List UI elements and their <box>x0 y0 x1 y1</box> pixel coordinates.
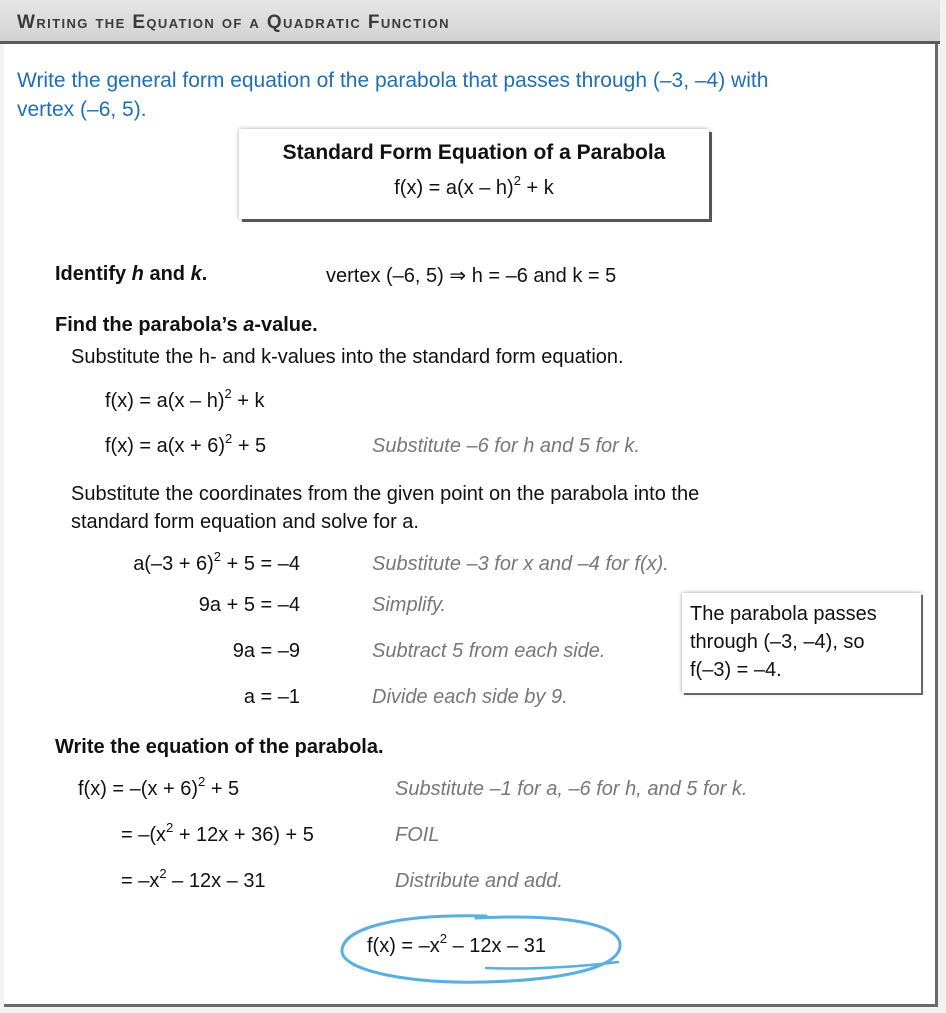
solve-step-2-note: Simplify. <box>372 594 447 616</box>
equation-substituted: $f(x) = a(x + 6)^2 + 5$ <box>105 431 267 457</box>
write-step-1: $f(x) = -(x + 6)^2 + 5$ <box>78 774 240 800</box>
section-title: Writing the Equation of a Quadratic Function <box>17 12 450 33</box>
equation-standard: f(x) = a(x – h)$^2$ + k <box>105 386 265 412</box>
find-a-instruction-2a: Substitute the coordinates from the given point on the parabola into the <box>71 483 700 505</box>
solve-step-1: $a(-3 + 6)^2 + 5 = -4$ <box>133 549 300 575</box>
standard-form-equation: f(x) = a(x – h)$^2$ + k <box>394 173 554 199</box>
solve-step-3-note: Subtract 5 from each side. <box>372 640 606 662</box>
problem-prompt <box>17 66 927 124</box>
write-step-1-note: Substitute –1 for a, –6 for h, and 5 for k. <box>395 778 748 800</box>
solve-step-4-note: Divide each side by 9. <box>372 686 568 708</box>
callout-line-1: The parabola passes <box>690 603 877 625</box>
equation-substituted-note: Substitute –6 for h and 5 for k. <box>372 435 640 457</box>
prompt-line-1: Write the general form equation of the parabola that passes through (–3, –4) with <box>17 69 769 92</box>
standard-form-title: Standard Form Equation of a Parabola <box>282 141 666 164</box>
write-step-3: = $-x^2 - 12x - 31$ <box>121 866 266 892</box>
final-answer: $f(x) = -x^2 - 12x - 31$ <box>367 931 546 957</box>
find-a-instruction-1: Substitute the h- and k-values into the standard form equation. <box>71 346 624 368</box>
solve-step-4: a = –1 <box>243 686 300 708</box>
identify-statement: vertex (–6, 5) ⇒ h = –6 and k = 5 <box>326 265 617 287</box>
find-a-heading: Find the parabola’s a-value. <box>55 314 318 336</box>
solve-step-2: 9a + 5 = –4 <box>198 594 300 616</box>
write-step-3-note: Distribute and add. <box>395 870 563 892</box>
section-header <box>0 0 940 44</box>
prompt-line-2: vertex (–6, 5). <box>17 98 147 121</box>
write-step-2: = $-(x^2 + 12x + 36) + 5$ <box>121 820 314 846</box>
find-a-instruction-2b: standard form equation and solve for a. <box>71 511 419 533</box>
callout-line-2: through (–3, –4), so <box>690 631 865 653</box>
identify-heading: Identify h and k. <box>55 263 208 285</box>
write-equation-heading: Write the equation of the parabola. <box>55 736 384 758</box>
point-callout <box>682 593 921 693</box>
solve-step-3: 9a = –9 <box>232 640 300 662</box>
write-step-2-note: FOIL <box>395 824 440 846</box>
callout-line-3: f(–3) = –4. <box>690 659 782 681</box>
solve-step-1-note: Substitute –3 for x and –4 for f(x). <box>372 553 669 575</box>
standard-form-box <box>239 129 709 219</box>
